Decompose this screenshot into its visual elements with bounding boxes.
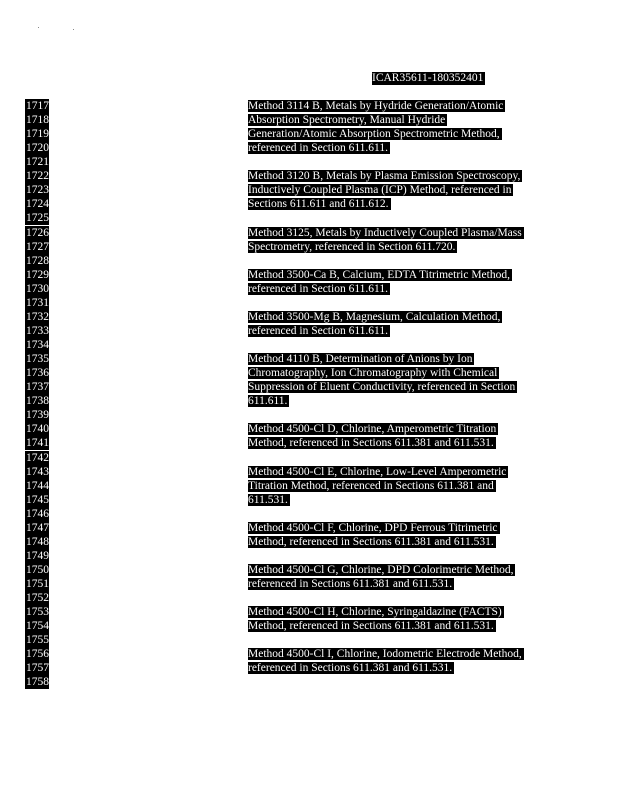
method-entry-line	[248, 394, 517, 408]
method-entry-text: Method 4500-Cl D, Chlorine, Amperometric Titration	[248, 423, 497, 436]
line-number: 1752	[26, 592, 49, 605]
method-entry-line	[248, 324, 502, 338]
line-number: 1722	[26, 170, 49, 183]
line-number: 1737	[26, 381, 49, 394]
line-number: 1720	[26, 142, 49, 155]
line-number: 1733	[26, 324, 49, 337]
line-number: 1721	[26, 156, 49, 169]
line-number: 1757	[26, 662, 49, 675]
line-number: 1749	[26, 549, 49, 562]
line-number: 1739	[26, 409, 49, 422]
method-entry-text: Method 3500-Ca B, Calcium, EDTA Titrimetric Method,	[248, 268, 510, 281]
method-entry	[248, 647, 524, 675]
method-entry-text: 611.531.	[248, 493, 288, 506]
line-number: 1750	[26, 563, 49, 576]
line-number: 1743	[26, 465, 49, 478]
line-number: 1724	[26, 198, 49, 211]
method-entry-line	[248, 352, 517, 366]
method-entry	[248, 521, 500, 549]
method-entry-line	[248, 479, 508, 493]
line-number: 1744	[26, 479, 49, 492]
method-entry	[248, 310, 502, 338]
method-entry-line	[248, 183, 522, 197]
line-number: 1732	[26, 310, 49, 323]
method-entry-text: Method 4500-Cl H, Chlorine, Syringaldazine (FACTS)	[248, 606, 502, 619]
method-entry-text: Method, referenced in Sections 611.381 and 611.531.	[248, 620, 494, 633]
method-entry-line	[248, 436, 498, 450]
method-entry-line	[248, 366, 517, 380]
document-id	[372, 72, 485, 85]
method-entry	[248, 465, 508, 507]
line-number: 1741	[26, 437, 49, 450]
method-entry-text: Method 4110 B, Determination of Anions by Ion	[248, 353, 473, 366]
method-entry-text: Method 4500-Cl E, Chlorine, Low-Level Amperometric	[248, 465, 507, 478]
method-entry-text: referenced in Section 611.611.	[248, 142, 388, 154]
method-entry-line	[248, 240, 524, 254]
method-entry-line	[248, 619, 504, 633]
method-entry-line	[248, 661, 524, 675]
scan-speck	[73, 29, 74, 30]
method-entry-text: Inductively Coupled Plasma (ICP) Method, referenced in	[248, 184, 512, 197]
method-entry-line	[248, 605, 504, 619]
line-number: 1728	[26, 254, 49, 267]
method-entry-line	[248, 141, 505, 155]
line-number: 1754	[26, 620, 49, 633]
method-entry-line	[248, 563, 515, 577]
line-number: 1751	[26, 578, 49, 591]
method-entry-line	[248, 197, 522, 211]
method-entry-text: Method 3120 B, Metals by Plasma Emission Spectroscopy,	[248, 170, 521, 183]
method-entry	[248, 226, 524, 254]
method-entry-line	[248, 310, 502, 324]
method-entry-line	[248, 521, 500, 535]
line-number: 1730	[26, 282, 49, 295]
method-entry-text: 611.611.	[248, 395, 288, 408]
method-entry-text: Chromatography, Ion Chromatography with Chemical	[248, 367, 498, 380]
line-number: 1753	[26, 606, 49, 619]
method-entry-text: Method 4500-Cl F, Chlorine, DPD Ferrous Titrimetric	[248, 521, 498, 534]
method-entry-text: Method 4500-Cl I, Chlorine, Iodometric Electrode Method,	[248, 648, 522, 661]
line-number: 1736	[26, 367, 49, 380]
document-id-text: ICAR35611-180352401	[372, 72, 484, 84]
line-number: 1747	[26, 521, 49, 534]
method-entry-text: Sections 611.611 and 611.612.	[248, 198, 389, 211]
method-entry-text: referenced in Section 611.611.	[248, 324, 388, 337]
method-entry-line	[248, 127, 505, 141]
method-entry-text: Generation/Atomic Absorption Spectrometric Method,	[248, 128, 500, 140]
method-entry-text: Suppression of Eluent Conductivity, referenced in Section	[248, 381, 516, 394]
method-entry-line	[248, 493, 508, 507]
method-entry-line	[248, 535, 500, 549]
line-number: 1729	[26, 268, 49, 281]
method-entry-text: referenced in Sections 611.381 and 611.531.	[248, 662, 453, 675]
line-number: 1726	[26, 226, 49, 239]
line-number: 1745	[26, 493, 49, 506]
line-number: 1717	[26, 100, 49, 112]
method-entry	[248, 99, 505, 155]
method-entry-line	[248, 282, 512, 296]
method-entry-text: Method, referenced in Sections 611.381 and 611.531.	[248, 535, 494, 548]
line-number: 1734	[26, 339, 49, 352]
method-entry-text: Spectrometry, referenced in Section 611.720.	[248, 240, 456, 253]
method-entry-line	[248, 647, 524, 661]
method-entry	[248, 422, 498, 450]
line-number: 1719	[26, 128, 49, 141]
line-number: 1731	[26, 296, 49, 309]
method-entry-line	[248, 268, 512, 282]
method-entry-line	[248, 113, 505, 127]
method-entry-text: Absorption Spectrometry, Manual Hydride	[248, 114, 446, 126]
method-entry-text: Method 3114 B, Metals by Hydride Generation/Atomic	[248, 100, 504, 112]
method-entry	[248, 268, 512, 296]
method-entry	[248, 605, 504, 633]
line-number: 1758	[26, 676, 49, 689]
method-entry-text: Method 3125, Metals by Inductively Coupled Plasma/Mass	[248, 226, 522, 239]
line-number: 1756	[26, 648, 49, 661]
method-entry	[248, 352, 517, 408]
line-number: 1742	[26, 451, 49, 464]
line-number: 1738	[26, 395, 49, 408]
method-entry-line	[248, 169, 522, 183]
line-number: 1748	[26, 535, 49, 548]
method-entry-line	[248, 380, 517, 394]
line-number: 1725	[26, 212, 49, 225]
line-number: 1740	[26, 423, 49, 436]
method-entry-line	[248, 465, 508, 479]
method-entry-line	[248, 226, 524, 240]
scan-speck	[38, 27, 39, 28]
method-entry	[248, 169, 522, 211]
line-number: 1746	[26, 507, 49, 520]
method-entry-line	[248, 99, 505, 113]
method-entry	[248, 563, 515, 591]
line-number: 1727	[26, 240, 49, 253]
method-entry-line	[248, 422, 498, 436]
method-entry-text: Titration Method, referenced in Sections 611.381 and	[248, 479, 494, 492]
method-entry-text: Method 3500-Mg B, Magnesium, Calculation Method,	[248, 310, 501, 323]
method-entry-text: Method 4500-Cl G, Chlorine, DPD Colorimetric Method,	[248, 563, 514, 576]
method-entry-text: referenced in Section 611.611.	[248, 282, 388, 295]
line-number: 1755	[26, 634, 49, 647]
line-number: 1718	[26, 114, 49, 127]
method-entry-line	[248, 577, 515, 591]
method-entry-text: referenced in Sections 611.381 and 611.531.	[248, 577, 453, 590]
method-entry-text: Method, referenced in Sections 611.381 and 611.531.	[248, 437, 494, 450]
line-number: 1735	[26, 353, 49, 366]
line-number: 1723	[26, 184, 49, 197]
